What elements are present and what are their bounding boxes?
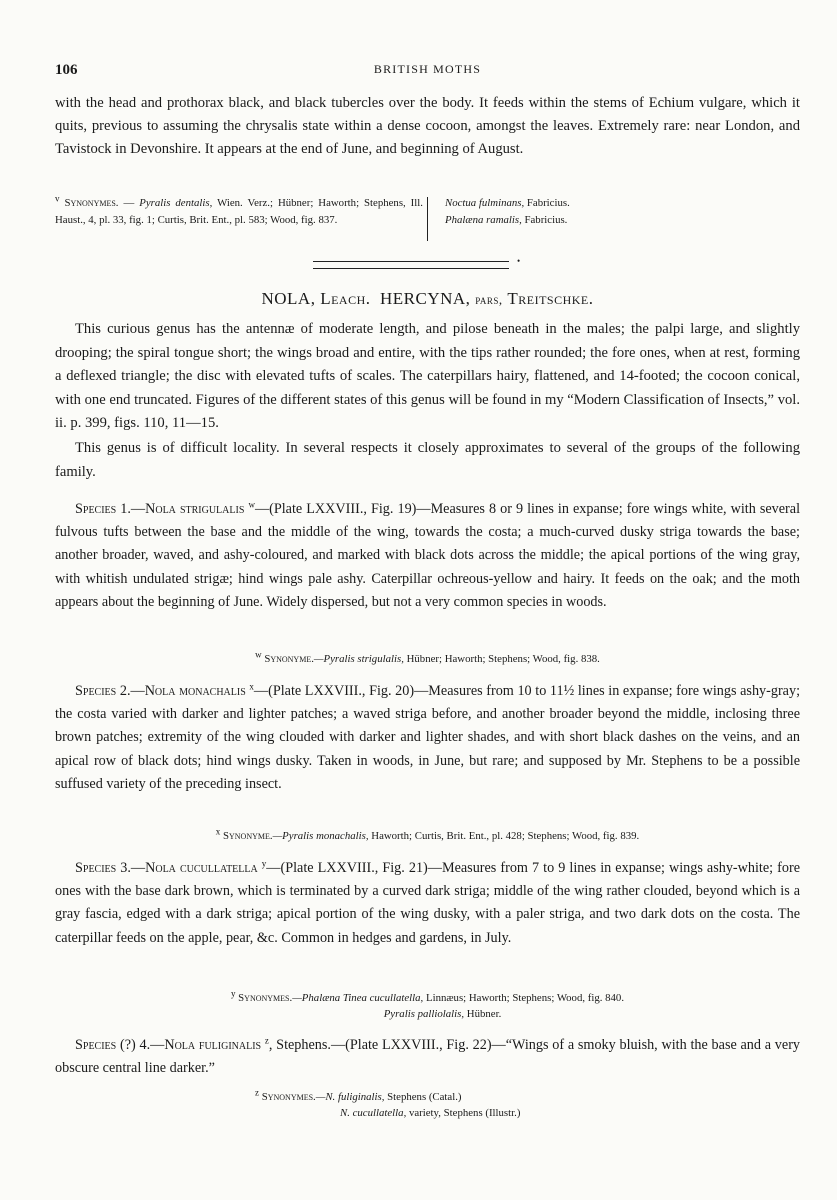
genus-author: Leach.	[320, 289, 371, 308]
synonym-name: Pyralis palliolalis,	[383, 1008, 465, 1020]
species-name: —Nola monachalis	[130, 683, 246, 699]
synonym-name: —Pyralis monachalis,	[272, 830, 369, 842]
genus-pars: pars,	[475, 292, 503, 307]
synonym-reference: variety, Stephens (Illustr.)	[408, 1107, 521, 1119]
synonyms-label: Synonymes.	[64, 197, 119, 209]
species-entry	[55, 498, 800, 614]
running-title: BRITISH MOTHS	[373, 62, 482, 76]
synonym-reference: Hübner.	[466, 1008, 502, 1020]
genus-name: NOLA,	[261, 289, 316, 308]
synonyms-top-right	[445, 195, 785, 229]
synonym-reference: Hübner; Haworth; Stephens; Wood, fig. 838.	[406, 653, 600, 665]
species-label: Species 1.	[75, 501, 131, 517]
footnote-mark: v	[55, 193, 60, 204]
footnote-mark: y	[261, 858, 267, 869]
page-number: 106	[55, 62, 78, 78]
synonym-reference: Linnæus; Haworth; Stephens; Wood, fig. 840.	[425, 992, 625, 1004]
synonym-name: —Pyralis strigulalis,	[313, 653, 404, 665]
species-description: —(Plate LXXVIII., Fig. 20)—Measures from 10 to 11½ lines in expanse; fore wings ashy-gray; the costa varied with darker and lighter patches; a waved striga before, and another broader beyond the middle, inclosing three brown patches; extremity of the wing clouded with darker and lighter shades, and with short black dashes on the veins, and an apical row of black dots; hind wings dusky. Taken in woods, in June, but rare; and supposed by Mr. Stephens to be a possible suffused variety of the preceding insect.	[55, 683, 801, 792]
species-description: —(Plate LXXVIII., Fig. 21)—Measures from 7 to 9 lines in expanse; wings ashy-white; fore ones with the base dark brown, which is terminated by a curved dark striga; middle of the wing rather clouded, beyond which is a gray fascia, edged with a dark striga; apical portion of the wing dusky, with a paler striga, and two dark dots on the costa. The caterpillar feeds on the apple, pear, &c. Common in hedges and gardens, in July.	[55, 860, 801, 946]
species-label: Species 2.	[75, 683, 131, 699]
synonyms-label: Synonyme.	[264, 653, 314, 665]
species-entry	[55, 1034, 800, 1080]
footnote-mark: z	[255, 1087, 259, 1098]
genus-description: This curious genus has the antennæ of moderate length, and pilose beneath in the males; the palpi large, and slightly drooping; the spiral tongue short; the wings broad and entire, with the tips rather rounded; the fore ones, when at rest, forming a deflexed triangle; the disc with elevated tufts of scales. The caterpillars hairy, flattened, and 14-footed; the cocoon conical, with one end truncated. Figures of the different states of this genus will be found in my “Modern Classification of Insects,” vol. ii. p. 399, figs. 110, 11—15.	[55, 321, 800, 431]
species-label: Species 3.	[75, 860, 131, 876]
synonyms-divider	[427, 197, 428, 241]
synonym-reference: Wien. Verz.; Hübner; Haworth; Stephens, Ill. Haust., 4, pl. 33, fig. 1; Curtis, Brit. Ent., pl. 583; Wood, fig. 837.	[55, 197, 423, 226]
synonyms-label: Synonyme.	[222, 830, 273, 842]
synonyms-label: Synonymes.	[261, 1091, 316, 1103]
synonym-name: Phalæna ramalis,	[445, 214, 522, 226]
synonyms-top	[55, 195, 800, 247]
footnote-mark: w	[248, 499, 255, 510]
synonym-name: —Phalæna Tinea cucullatella,	[292, 992, 424, 1004]
species-footnote	[255, 1089, 695, 1121]
synonym-reference: Stephens (Catal.)	[387, 1091, 462, 1103]
genus-heading	[55, 289, 800, 309]
synonym-name: —N. fuliginalis,	[315, 1091, 385, 1103]
footnote-mark: x	[249, 681, 254, 692]
section-divider-rule	[313, 261, 509, 269]
synonym-reference: Haworth; Curtis, Brit. Ent., pl. 428; Stephens; Wood, fig. 839.	[371, 830, 640, 842]
synonyms-top-left: $^v$ Synonymes. — Pyralis dentalis, Wien. Verz.; Hübner; Haworth; Stephens, Ill. Haust., 4, pl. 33, fig. 1; Curtis, Brit. Ent., pl. 583; Wood, fig. 837.	[55, 193, 423, 226]
synonym-name: Noctua fulminans,	[445, 197, 525, 209]
species-label: Species (?) 4.	[75, 1037, 151, 1053]
footnote-mark: y	[230, 988, 236, 999]
species-footnote	[55, 651, 800, 667]
species-description: , Stephens.—(Plate LXXVIII., Fig. 22)—“Wings of a smoky bluish, with the base and a very obscure central line darker.”	[55, 1037, 801, 1077]
species-name: —Nola strigulalis	[130, 501, 245, 517]
rule-mark: •	[517, 256, 521, 266]
species-footnote	[55, 828, 800, 844]
species-name: —Nola cucullatella	[130, 860, 258, 876]
genus-name-alt: HERCYNA,	[380, 289, 471, 308]
synonym-reference: Fabricius.	[524, 214, 568, 226]
synonym-name: N. cucullatella,	[340, 1107, 407, 1119]
species-entry	[55, 680, 800, 796]
species-name: —Nola fuliginalis	[150, 1037, 262, 1053]
synonym-reference: Fabricius.	[526, 197, 570, 209]
genus-author-alt: Treitschke.	[507, 289, 594, 308]
species-footnote	[55, 990, 800, 1022]
footnote-mark: x	[215, 826, 221, 837]
intro-paragraph: with the head and prothorax black, and black tubercles over the body. It feeds within the stems of Echium vulgare, which it quits, previous to assuming the chrysalis state within a dense cocoon, amongst the leaves. Extremely rare: near London, and Tavistock in Devonshire. It appears at the end of June, and beginning of August.	[55, 95, 800, 157]
page-header	[55, 58, 800, 82]
genus-locality-note: This genus is of difficult locality. In several respects it closely approximates to several of the groups of the following family.	[55, 440, 800, 480]
footnote-mark: z	[264, 1035, 269, 1046]
synonym-name: Pyralis dentalis,	[139, 197, 213, 209]
synonyms-label: Synonymes.	[238, 992, 293, 1004]
footnote-mark: w	[255, 649, 262, 660]
species-entry	[55, 857, 800, 950]
species-description: —(Plate LXXVIII., Fig. 19)—Measures 8 or 9 lines in expanse; fore wings white, with several fulvous tufts between the base and the middle of the wing, towards the costa; a much-curved dusky striga towards the base; another broader, waved, and ashy-coloured, and marked with black dots across the middle; the apical portions of the wing gray, with whitish undulated strigæ; hind wings pale ashy. Caterpillar ochreous-yellow and hairy. It feeds on the oak; and the moth appears about the beginning of June. Widely dispersed, but not a very common species in woods.	[55, 501, 801, 610]
